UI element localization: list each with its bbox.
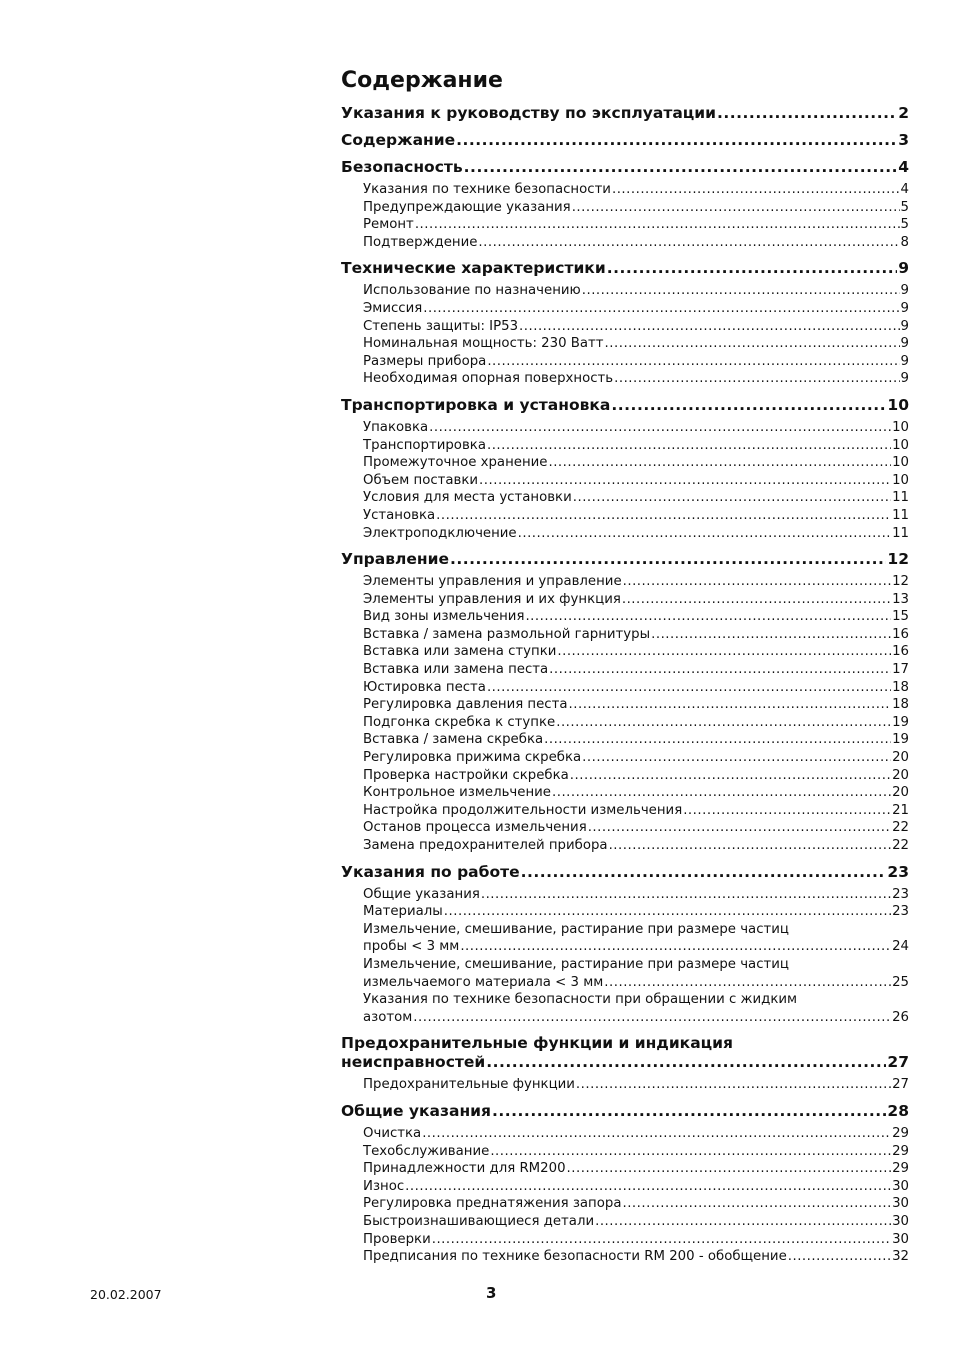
toc-dot-leader	[478, 234, 899, 252]
toc-section-entry[interactable]	[341, 131, 909, 150]
toc-subsection-entry[interactable]	[363, 991, 909, 1026]
toc-subsection-entry[interactable]	[363, 679, 909, 697]
toc-subsection-page: 10	[892, 437, 909, 453]
toc-subsection-entry[interactable]	[363, 507, 909, 525]
toc-section-page: 9	[898, 259, 909, 278]
toc-subsection-entry[interactable]	[363, 353, 909, 371]
toc-subsection-title: Быстроизнашивающиеся детали	[363, 1213, 595, 1229]
toc-subsection-entry[interactable]	[363, 318, 909, 336]
toc-subsection-page: 29	[892, 1161, 909, 1177]
toc-subsection-title: Предписания по технике безопасности RM 200 - обобщение	[363, 1249, 787, 1265]
toc-subsection-title-line2: азотом	[363, 1009, 413, 1025]
toc-dot-leader	[623, 573, 891, 591]
toc-subsection-title: Вставка / замена размольной гарнитуры	[363, 626, 651, 642]
toc-subsection-page: 18	[892, 679, 909, 695]
toc-subsection-title: Регулировка прижима скребка	[363, 750, 582, 766]
toc-subsection-title: Эмиссия	[363, 300, 423, 316]
toc-subsection-entry[interactable]	[363, 1125, 909, 1143]
toc-section-page: 10	[887, 395, 909, 414]
toc-dot-leader	[607, 259, 898, 278]
toc-subsection-page: 19	[892, 714, 909, 730]
toc-subsection-page: 11	[892, 507, 909, 523]
toc-dot-leader	[487, 679, 891, 697]
toc-subsection-entry[interactable]	[363, 714, 909, 732]
toc-subsection-entry[interactable]	[363, 234, 909, 252]
toc-subsection-page: 9	[900, 318, 909, 334]
toc-dot-leader	[518, 525, 891, 543]
toc-section-title: Указания по работе	[341, 862, 520, 881]
toc-subsection-entry[interactable]	[363, 181, 909, 199]
toc-dot-leader	[429, 419, 891, 437]
toc-dot-leader	[605, 335, 900, 353]
footer-page-number: 3	[486, 1284, 497, 1302]
toc-dot-leader	[717, 104, 897, 123]
toc-section-page: 2	[898, 104, 909, 122]
toc-dot-leader	[569, 696, 892, 714]
toc-dot-leader	[521, 863, 887, 882]
toc-subsection-page: 30	[892, 1178, 909, 1194]
toc-subsection-entry[interactable]	[363, 643, 909, 661]
toc-dot-leader	[612, 181, 900, 199]
toc-subsection-entry[interactable]	[363, 335, 909, 353]
toc-subsection-page: 13	[892, 591, 909, 607]
toc-dot-leader	[572, 199, 900, 217]
toc-subsection-entry[interactable]	[363, 956, 909, 991]
toc-subsection-entry[interactable]	[363, 1178, 909, 1196]
toc-subsection-page: 20	[892, 785, 909, 801]
toc-subsection-entry[interactable]	[363, 819, 909, 837]
toc-subsection-title: Степень защиты: IP53	[363, 318, 519, 334]
toc-section-page: 23	[887, 862, 909, 881]
toc-subsection-entry[interactable]	[363, 419, 909, 437]
toc-section-entry[interactable]	[341, 863, 909, 882]
toc-subsection-title: Принадлежности для RM200	[363, 1161, 566, 1177]
toc-dot-leader	[444, 903, 891, 921]
toc-subsection-entry[interactable]	[363, 903, 909, 921]
toc-subsection-title: Вставка или замена песта	[363, 662, 549, 678]
footer-date: 20.02.2007	[90, 1287, 162, 1302]
toc-dot-leader	[609, 837, 892, 855]
toc-dot-leader	[552, 784, 891, 802]
toc-section-title: Указания к руководству по эксплуатации	[341, 104, 716, 122]
toc-dot-leader	[570, 767, 891, 785]
toc-subsection-entry[interactable]	[363, 696, 909, 714]
toc-subsection-title: Транспортировка	[363, 437, 486, 453]
toc-subsection-title: Указания по технике безопасности	[363, 182, 611, 197]
toc-subsection-title: Номинальная мощность: 230 Ватт	[363, 336, 604, 352]
toc-dot-leader	[405, 1178, 891, 1196]
toc-subsection-title: Условия для места установки	[363, 490, 572, 506]
toc-subsection-entry[interactable]	[363, 626, 909, 644]
toc-subsection-page: 9	[900, 336, 909, 352]
toc-subsection-title: Предохранительные функции	[363, 1077, 575, 1093]
toc-subsection-entry[interactable]	[363, 1076, 909, 1094]
toc-subsection-page: 25	[892, 974, 909, 990]
toc-section-page: 4	[898, 158, 909, 176]
toc-subsection-page: 19	[892, 732, 909, 748]
toc-subsection-page: 18	[892, 697, 909, 713]
toc-section-entry[interactable]	[341, 396, 909, 415]
toc-subsection-page: 9	[900, 283, 909, 299]
toc-dot-leader	[614, 370, 899, 388]
toc-subsection-entry[interactable]	[363, 608, 909, 626]
toc-subsection-title: Контрольное измельчение	[363, 785, 551, 801]
toc-subsection-title: Упаковка	[363, 419, 429, 435]
toc-subsection-page: 22	[892, 838, 909, 853]
toc-section-page: 12	[887, 550, 909, 569]
toc-subsection-page: 17	[892, 662, 909, 678]
toc-subsection-title-line2-row	[363, 974, 909, 992]
toc-subsection-entry[interactable]	[363, 749, 909, 767]
toc-dot-leader	[436, 507, 891, 525]
toc-subsection-page: 23	[892, 886, 909, 902]
toc-subsection-title: Общие указания	[363, 886, 480, 902]
toc-section-entry[interactable]	[341, 158, 909, 177]
toc-subsection-title: Проверка настройки скребка	[363, 767, 569, 783]
toc-dot-leader	[450, 550, 886, 569]
toc-dot-leader	[492, 1102, 886, 1121]
toc-subsection-entry[interactable]	[363, 489, 909, 507]
toc-subsection-title: Объем поставки	[363, 472, 479, 488]
toc-subsection-entry[interactable]	[363, 767, 909, 785]
toc-dot-leader	[556, 714, 891, 732]
toc-subsection-title: Проверки	[363, 1231, 431, 1247]
toc-dot-leader	[573, 489, 891, 507]
toc-section-page: 28	[887, 1101, 909, 1120]
toc-section-page: 3	[898, 131, 909, 149]
toc-section-title: Содержание	[341, 131, 456, 149]
toc-subsection-entry[interactable]	[363, 661, 909, 679]
toc-section-title-line2: неисправностей	[341, 1053, 486, 1072]
toc-subsection-title-line1: Указания по технике безопасности при обращении с жидким	[363, 992, 798, 1008]
toc-subsection-entry[interactable]	[363, 591, 909, 609]
toc-subsection-entry[interactable]	[363, 454, 909, 472]
toc-dot-leader	[519, 318, 899, 336]
toc-subsection-page: 22	[892, 820, 909, 836]
toc-subsection-page: 23	[892, 904, 909, 920]
toc-dot-leader	[456, 131, 897, 150]
toc-dot-leader	[548, 454, 891, 472]
toc-subsection-entry[interactable]	[363, 282, 909, 300]
toc-subsection-title: Промежуточное хранение	[363, 455, 548, 471]
toc-dot-leader	[525, 608, 891, 626]
toc-subsection-page: 12	[892, 574, 909, 590]
toc-section-entry[interactable]	[341, 104, 909, 123]
toc-subsection-title: Необходимая опорная поверхность	[363, 371, 614, 387]
toc-dot-leader	[582, 282, 900, 300]
toc-section-page: 27	[887, 1053, 909, 1072]
toc-subsection-page: 11	[892, 490, 909, 506]
toc-subsection-entry[interactable]	[363, 1213, 909, 1231]
toc-subsection-page: 32	[892, 1249, 909, 1265]
toc-dot-leader	[549, 661, 891, 679]
toc-subsection-entry[interactable]	[363, 525, 909, 543]
toc-subsection-title-line1: Измельчение, смешивание, растирание при размере частиц	[363, 921, 789, 937]
toc-dot-leader	[460, 938, 891, 956]
toc-dot-leader	[567, 1160, 892, 1178]
toc-subsection-page: 10	[892, 455, 909, 471]
toc-subsection-entry[interactable]	[363, 199, 909, 217]
toc-dot-leader	[651, 626, 891, 644]
toc-subsection-title-line1: Измельчение, смешивание, растирание при размере частиц	[363, 956, 789, 972]
toc-subsection-title: Настройка продолжительности измельчения	[363, 802, 683, 818]
toc-subsection-page: 20	[892, 750, 909, 766]
toc-subsection-page: 30	[892, 1213, 909, 1229]
toc-subsection-entry[interactable]	[363, 1248, 909, 1266]
toc-subsection-page: 29	[892, 1143, 909, 1159]
toc-dot-leader	[422, 1125, 891, 1143]
toc-section-title-line1: Предохранительные функции и индикация	[341, 1034, 733, 1053]
toc-dot-leader	[557, 643, 891, 661]
toc-subsection-page: 11	[892, 525, 909, 541]
toc-dot-leader	[683, 802, 891, 820]
toc-subsection-title: Регулировка давления песта	[363, 697, 568, 713]
toc-section-title: Общие указания	[341, 1101, 491, 1120]
toc-dot-leader	[432, 1231, 891, 1249]
toc-subsection-title: Элементы управления и их функция	[363, 591, 621, 607]
toc-subsection-title: Подтверждение	[363, 234, 478, 250]
toc-subsection-title: Предупреждающие указания	[363, 199, 571, 215]
toc-subsection-title: Элементы управления и управление	[363, 574, 622, 590]
toc-subsection-title: Юстировка песта	[363, 679, 486, 695]
toc-dot-leader	[481, 886, 891, 904]
table-of-contents	[341, 66, 909, 1266]
toc-subsection-entry[interactable]	[363, 216, 909, 234]
toc-dot-leader	[611, 396, 886, 415]
toc-subsection-page: 29	[892, 1125, 909, 1141]
toc-subsection-title-line2: измельчаемого материала < 3 мм	[363, 974, 604, 990]
toc-subsection-page: 15	[892, 609, 909, 625]
toc-dot-leader	[486, 1053, 886, 1072]
toc-dot-leader	[464, 158, 898, 177]
toc-section-title-line2-row	[341, 1053, 909, 1072]
toc-subsection-title: Использование по назначению	[363, 283, 581, 299]
toc-section-title: Безопасность	[341, 158, 463, 176]
toc-subsection-entry[interactable]	[363, 837, 909, 855]
toc-dot-leader	[604, 974, 891, 992]
toc-subsection-entry[interactable]	[363, 802, 909, 820]
toc-subsection-title: Электроподключение	[363, 525, 517, 541]
toc-section-entry[interactable]	[341, 1034, 909, 1072]
toc-subsection-page: 20	[892, 767, 909, 783]
toc-section-title: Управление	[341, 550, 449, 569]
toc-dot-leader	[487, 437, 891, 455]
toc-subsection-title-line2-row	[363, 938, 909, 956]
toc-subsection-entry[interactable]	[363, 784, 909, 802]
toc-section-entry[interactable]	[341, 550, 909, 569]
toc-section-title: Транспортировка и установка	[341, 395, 611, 414]
toc-subsection-title: Износ	[363, 1178, 405, 1194]
toc-dot-leader	[413, 1009, 891, 1027]
toc-subsection-entry[interactable]	[363, 472, 909, 490]
toc-dot-leader	[487, 353, 899, 371]
toc-subsection-entry[interactable]	[363, 573, 909, 591]
toc-subsection-page: 16	[892, 644, 909, 660]
toc-dot-leader	[622, 591, 891, 609]
toc-subsection-page: 24	[892, 939, 909, 955]
toc-dot-leader	[490, 1143, 891, 1161]
toc-subsection-title: Регулировка преднатяжения запора	[363, 1196, 622, 1212]
toc-section-entry[interactable]	[341, 259, 909, 278]
toc-subsection-title: Ремонт	[363, 217, 414, 233]
toc-subsection-title: Останов процесса измельчения	[363, 820, 587, 836]
toc-subsection-entry[interactable]	[363, 731, 909, 749]
toc-subsection-entry[interactable]	[363, 921, 909, 956]
toc-subsection-title: Вставка или замена ступки	[363, 644, 557, 660]
toc-dot-leader	[415, 216, 900, 234]
toc-subsection-title: Вид зоны измельчения	[363, 609, 525, 625]
toc-subsection-entry[interactable]	[363, 300, 909, 318]
toc-subsection-page: 26	[892, 1009, 909, 1025]
toc-subsection-entry[interactable]	[363, 1143, 909, 1161]
toc-list	[341, 104, 909, 1266]
toc-subsection-title-line2: пробы < 3 мм	[363, 939, 460, 955]
toc-subsection-title: Вставка / замена скребка	[363, 732, 544, 748]
toc-subsection-title: Очистка	[363, 1125, 422, 1141]
toc-subsection-page: 10	[892, 419, 909, 435]
toc-subsection-title-line2-row	[363, 1009, 909, 1027]
toc-subsection-page: 9	[900, 300, 909, 316]
toc-dot-leader	[544, 731, 891, 749]
toc-subsection-page: 30	[892, 1196, 909, 1212]
toc-subsection-title: Размеры прибора	[363, 353, 487, 369]
toc-subsection-page: 10	[892, 472, 909, 488]
toc-subsection-title: Замена предохранителей прибора	[363, 838, 608, 853]
toc-dot-leader	[595, 1213, 891, 1231]
toc-subsection-page: 8	[900, 234, 909, 250]
toc-subsection-page: 9	[900, 353, 909, 369]
toc-dot-leader	[622, 1195, 891, 1213]
toc-dot-leader	[582, 749, 891, 767]
toc-subsection-title: Подгонка скребка к ступке	[363, 714, 556, 730]
toc-section-entry[interactable]	[341, 1102, 909, 1121]
toc-subsection-title: Техобслуживание	[363, 1143, 490, 1159]
toc-subsection-entry[interactable]	[363, 1160, 909, 1178]
toc-subsection-page: 21	[892, 802, 909, 818]
toc-subsection-page: 27	[892, 1077, 909, 1093]
toc-dot-leader	[588, 819, 891, 837]
toc-section-title: Технические характеристики	[341, 259, 606, 278]
toc-subsection-page: 16	[892, 626, 909, 642]
toc-subsection-title: Установка	[363, 507, 436, 523]
toc-subsection-page: 30	[892, 1231, 909, 1247]
toc-subsection-entry[interactable]	[363, 437, 909, 455]
toc-subsection-entry[interactable]	[363, 370, 909, 388]
toc-dot-leader	[576, 1076, 891, 1094]
toc-subsection-page: 4	[900, 182, 909, 197]
toc-subsection-title: Материалы	[363, 904, 443, 920]
toc-subsection-page: 5	[900, 217, 909, 233]
toc-dot-leader	[423, 300, 899, 318]
page-title: Содержание	[341, 68, 503, 93]
toc-subsection-entry[interactable]	[363, 1195, 909, 1213]
toc-dot-leader	[479, 472, 891, 490]
toc-subsection-entry[interactable]	[363, 886, 909, 904]
toc-subsection-page: 9	[900, 371, 909, 387]
toc-subsection-entry[interactable]	[363, 1231, 909, 1249]
toc-subsection-page: 5	[900, 199, 909, 215]
toc-dot-leader	[788, 1248, 891, 1266]
